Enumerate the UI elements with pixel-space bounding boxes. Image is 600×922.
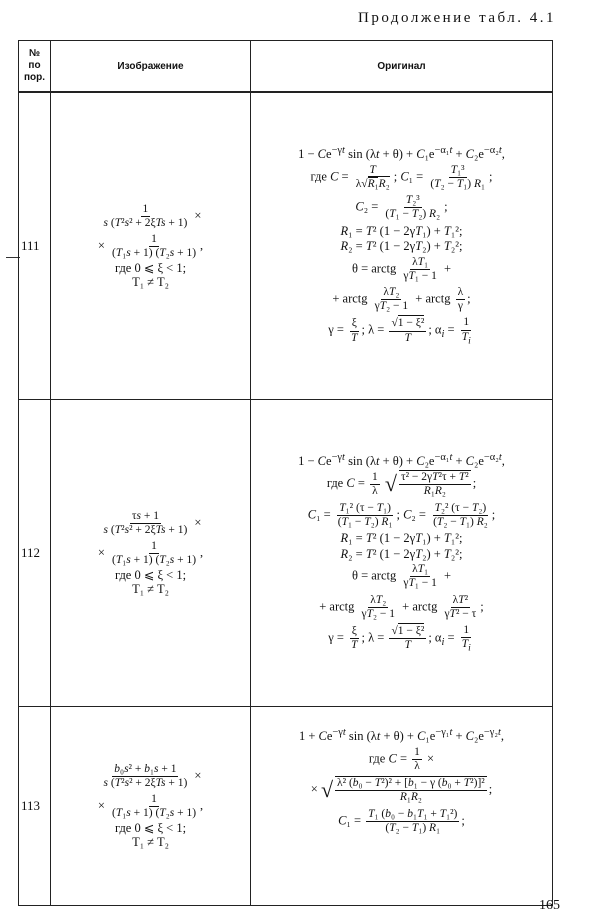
- image-formula: b₀s² + b₁s + 1 s (T²s² + 2ξTs + 1) × × $\frac{1}{\text{(T₁s + 1) (T₂s + 1)}}$ , где 0 ⩽ ξ < 1; T₁ ≠ T₂: [51, 707, 251, 906]
- image-formula: 1 s (T²s² + 2ξTs + 1) × × $\frac{1}{\text{(T₁s + 1) (T₂s + 1)}}$ , где 0 ⩽ ξ < 1; T₁ ≠ T₂: [51, 92, 251, 400]
- page-number: 165: [539, 898, 560, 913]
- table-header-row: [19, 41, 553, 93]
- column-header-original: Оригинал: [251, 41, 553, 93]
- original-formula: $1 + Ce^{-\gamma t}$ $\sin (\lambda t + \theta) + C_1e^{-\gamma_1t} + C_2e^{-\gamma_2t}$, где C = $\frac{1}{\lambda}$ × × √ $\frac{\text{λ² (b₀ − T²)² + [b₁ − γ (b₀ + T²)]²}}{\text{R₁R₂}}$ ; C₁ = $\frac{\text{T₁ (b₀ − b₁T₁ + T₁²)}}{\text{(T₂ − T₁) R₁}}$ ;: [251, 707, 553, 906]
- page-header: Продолжение табл. 4.1: [358, 10, 556, 26]
- row-number: 111: [19, 92, 51, 400]
- column-header-image: Изображение: [51, 41, 251, 93]
- original-formula: $1 - Ce^{-\gamma t}$ $\sin (\lambda t + \theta) + C_1e^{-\alpha_1t} + C_2e^{-\alpha_2t}$, где C = $\frac{T}{\text{λ√R₁R₂}}$ ; C₁ = $\frac{\text{T₁³}}{\text{(T₂ − T₁) R₁}}$ ; C₂ = $\frac{\text{T₂³}}{\text{(T₁ − T₂) R₂}}$ ; R₁ = T² (1 − 2γT₁) + T₁²; R₂ = T² (1 − 2γT₂) + T₂²; θ = arctg $\frac{\text{λT₁}}{\text{γT₁ − 1}}$ + + arctg $\frac{\text{λT₂}}{\text{γT₂ − 1}}$ + arctg $\frac{\lambda}{\gamma}$ ; γ = $\frac{\xi}{T}$ ; λ = $\frac{\text{√1 − ξ²}}{T}$ ; $\alpha_i$ = $\frac{1}{T_i}$: [251, 92, 553, 400]
- row-number: 113: [19, 707, 51, 906]
- inequality-text: T₁ ≠ T₂: [132, 582, 169, 597]
- inequality-text: T₁ ≠ T₂: [132, 275, 169, 290]
- row-number: 112: [19, 400, 51, 707]
- transform-table: [18, 40, 553, 906]
- table-row: [19, 92, 553, 400]
- condition-text: где 0 ⩽ ξ < 1;: [114, 260, 187, 275]
- column-header-number: № по пор.: [19, 41, 51, 93]
- original-formula: $1 - Ce^{-\gamma t}$ $\sin (\lambda t + \theta) + C_2e^{-\alpha_1t} + C_2e^{-\alpha_2t}$, где C = $\frac{1}{\lambda}$ √ $\frac{\text{τ² − 2γT²τ + T²}}{\text{R₁R₂}}$ ; C₁ = $\frac{\text{T₁² (τ − T₁)}}{\text{(T₁ − T₂) R₁}}$ ; C₂ = $\frac{\text{T₂² (τ − T₂)}}{\text{(T₂ − T₁) R₂}}$ ; R₁ = T² (1 − 2γT₁) + T₁²; R₂ = T² (1 − 2γT₂) + T₂²; θ = arctg $\frac{\text{λT₁}}{\text{γT₁ − 1}}$ + + arctg $\frac{\text{λT₂}}{\text{γT₂ − 1}}$ + arctg $\frac{\text{λT²}}{\text{γT² − τ}}$ ; γ = $\frac{\xi}{T}$ ; λ = $\frac{\text{√1 − ξ²}}{T}$ ; $\alpha_i$ = $\frac{1}{T_i}$: [251, 400, 553, 707]
- table-row: [19, 400, 553, 707]
- condition-text: где 0 ⩽ ξ < 1;: [114, 820, 187, 835]
- image-formula: τs + 1 s (T²s² + 2ξTs + 1) × × $\frac{1}{\text{(T₁s + 1) (T₂s + 1)}}$ , где 0 ⩽ ξ < 1; T₁ ≠ T₂: [51, 400, 251, 707]
- inequality-text: T₁ ≠ T₂: [132, 835, 169, 850]
- condition-text: где 0 ⩽ ξ < 1;: [114, 567, 187, 582]
- table-row: [19, 707, 553, 906]
